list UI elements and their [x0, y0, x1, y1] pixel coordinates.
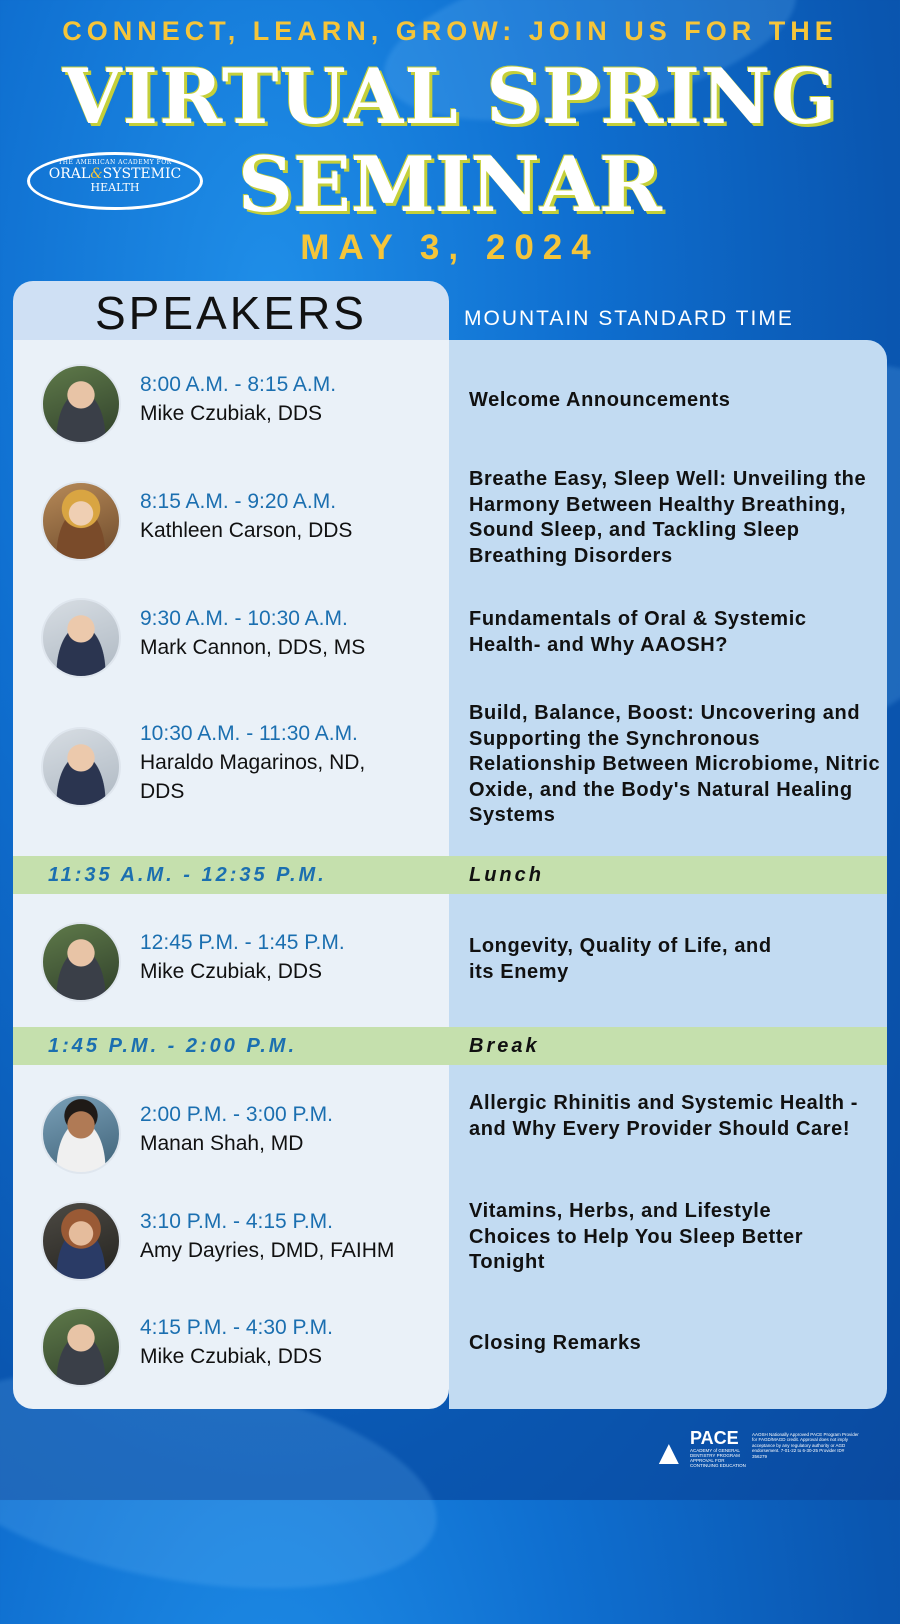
speakers-heading: SPEAKERS: [95, 287, 367, 339]
session-topic: Fundamentals of Oral & Systemic Health- and Why AAOSH?: [469, 608, 807, 656]
speaker-photo: [41, 1201, 121, 1281]
break-label: Break: [469, 1035, 540, 1057]
logo-line-1: THE AMERICAN ACADEMY FOR: [58, 159, 172, 166]
session-time: 8:00 A.M. - 8:15 A.M.: [140, 373, 337, 396]
session-time: 9:30 A.M. - 10:30 A.M.: [140, 607, 348, 630]
speaker-photo: [41, 922, 121, 1002]
speaker-photo: [41, 1307, 121, 1387]
speaker-name: Mike Czubiak, DDS: [140, 960, 323, 983]
aaosh-logo: [27, 152, 203, 210]
speaker-name: Mike Czubiak, DDS: [140, 402, 323, 425]
session-topic: Longevity, Quality of Life, and its Enemy: [469, 935, 772, 983]
speaker-photo: [41, 481, 121, 561]
session-topic: Welcome Announcements: [469, 389, 731, 411]
pace-mark-icon: ▲: [652, 1434, 686, 1472]
timezone-heading: MOUNTAIN STANDARD TIME: [464, 307, 794, 330]
session-time: 4:15 P.M. - 4:30 P.M.: [140, 1316, 333, 1339]
tagline: CONNECT, LEARN, GROW: JOIN US FOR THE: [62, 16, 838, 46]
speaker-photo: [41, 727, 121, 807]
session-time: 2:00 P.M. - 3:00 P.M.: [140, 1103, 333, 1126]
logo-line-2: ORAL&SYSTEMIC: [48, 166, 182, 182]
session-topic: Vitamins, Herbs, and Lifestyle Choices to Help You Sleep Better Tonight: [469, 1200, 804, 1273]
pace-logo: [652, 1428, 862, 1476]
session-time: 3:10 P.M. - 4:15 P.M.: [140, 1210, 333, 1233]
pace-word: PACE: [690, 1428, 739, 1448]
session-topic: Closing Remarks: [469, 1332, 642, 1354]
session-topic: Breathe Easy, Sleep Well: Unveiling the Harmony Between Healthy Breathing, Sound Sleep, and Tackling Sleep Breathing Disorders: [469, 468, 867, 567]
pace-subtitle: ACADEMY of GENERAL DENTISTRY PROGRAM APPROVAL FOR CONTINUING EDUCATION: [690, 1448, 746, 1468]
lunch-label: Lunch: [469, 864, 544, 886]
session-time: 10:30 A.M. - 11:30 A.M.: [140, 722, 358, 745]
speaker-name: Mark Cannon, DDS, MS: [140, 636, 366, 659]
logo-line-3: HEALTH: [90, 181, 140, 194]
session-time: 12:45 P.M. - 1:45 P.M.: [140, 931, 345, 954]
event-title: VIRTUAL SPRING: [62, 52, 838, 141]
speaker-photo: [41, 598, 121, 678]
session-topic: Build, Balance, Boost: Uncovering and Supporting the Synchronous Relationship Between Microbiome, Nitric Oxide, and the Body's Natural Healing Systems: [469, 702, 881, 826]
session-topic: Allergic Rhinitis and Systemic Health - and Why Every Provider Should Care!: [469, 1092, 859, 1140]
event-title-line-2: SEMINAR: [237, 140, 663, 229]
speaker-name: Haraldo Magarinos, ND, DDS: [140, 751, 366, 803]
speaker-name: Kathleen Carson, DDS: [140, 519, 353, 542]
speaker-name: Amy Dayries, DMD, FAIHM: [140, 1239, 395, 1262]
speaker-photo: [41, 364, 121, 444]
speaker-photo: [41, 1094, 121, 1174]
speaker-name: Mike Czubiak, DDS: [140, 1345, 323, 1368]
break-time: 1:45 P.M. - 2:00 P.M.: [48, 1035, 298, 1057]
session-time: 8:15 A.M. - 9:20 A.M.: [140, 490, 337, 513]
pace-fine-print: AAOSH Nationally Approved PACE Program Provider for FAGD/MAGD credit. Approval does not imply acceptance by any regulatory authority or AGD endorsement. 7-01-22 to 6-30-25 Provider ID# 356279: [752, 1432, 859, 1459]
speaker-name: Manan Shah, MD: [140, 1132, 304, 1155]
lunch-time: 11:35 A.M. - 12:35 P.M.: [48, 864, 327, 886]
event-date: MAY 3, 2024: [300, 228, 600, 267]
